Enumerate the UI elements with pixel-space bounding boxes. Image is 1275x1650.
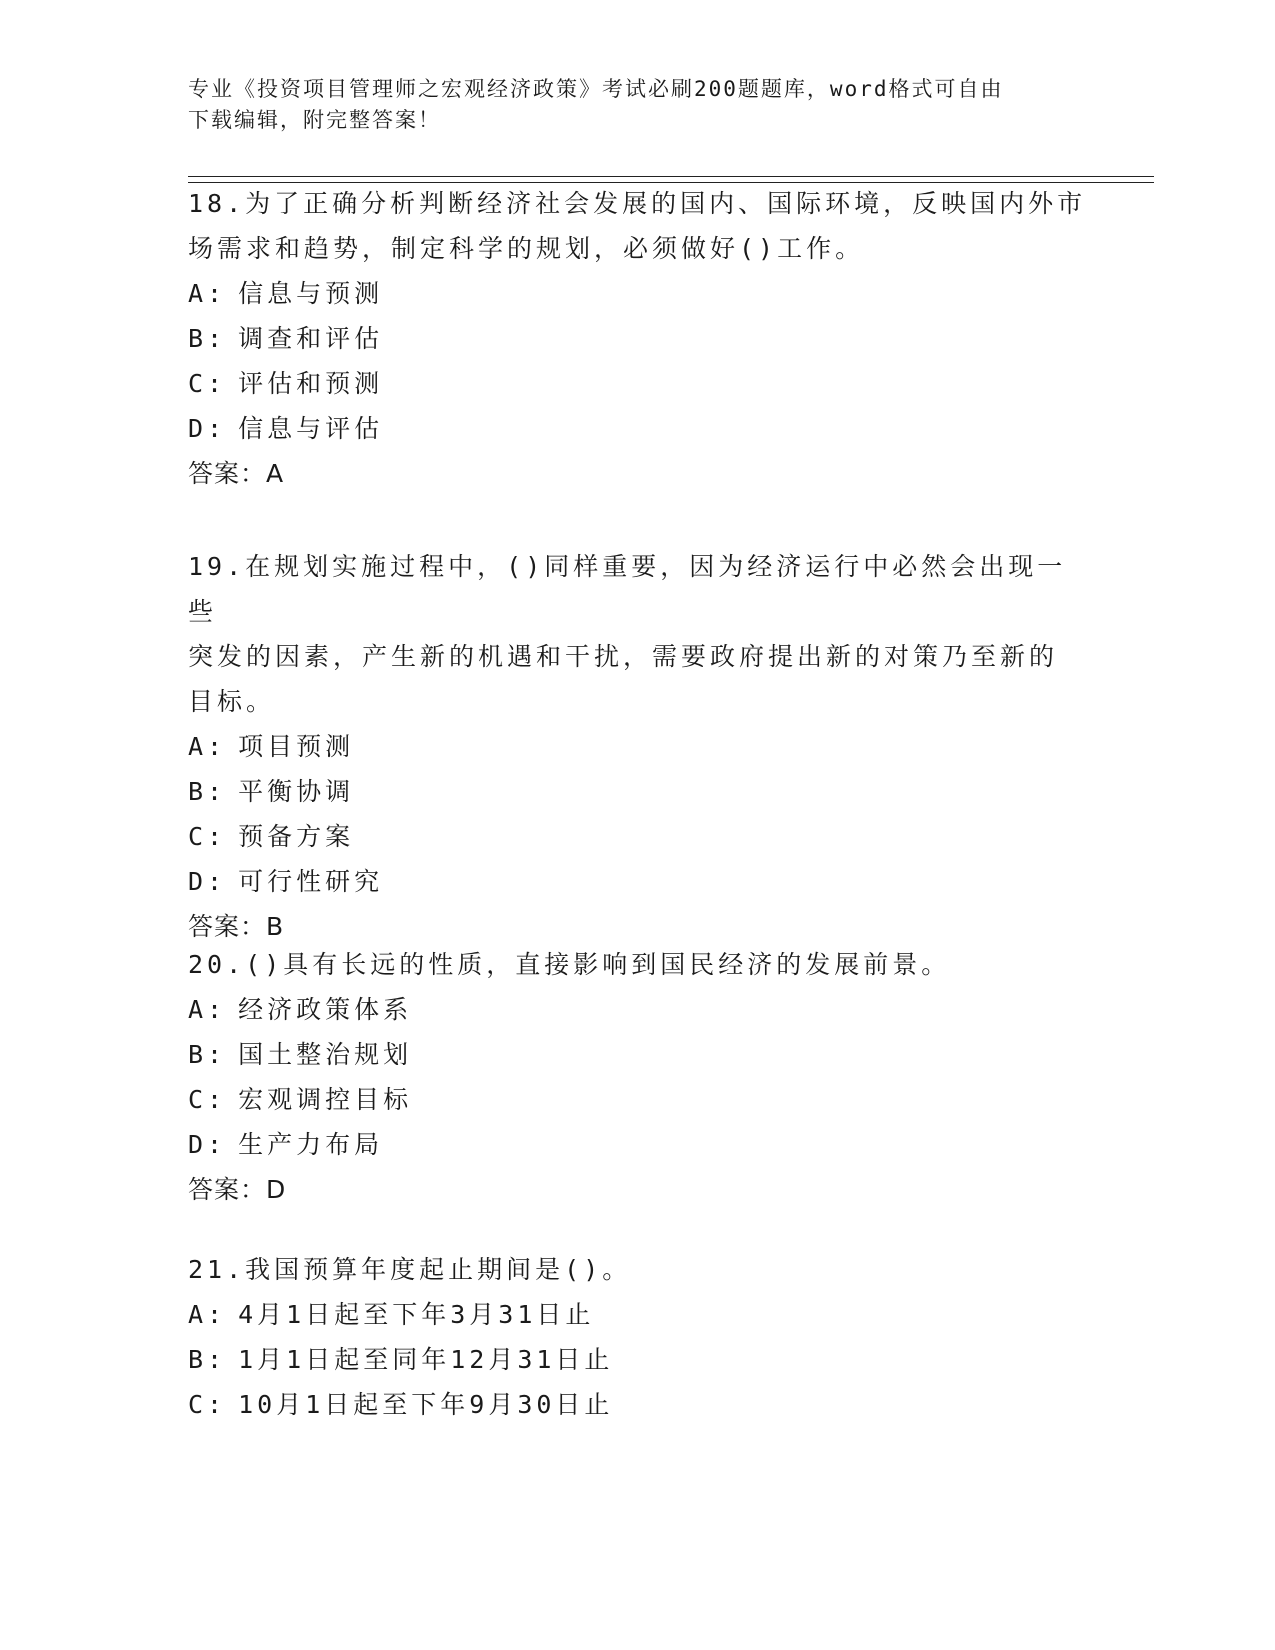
answer-line: 答案：A — [188, 459, 285, 488]
answer-line: 答案：D — [188, 1175, 287, 1204]
option-c — [188, 1382, 1088, 1427]
option-text: 平衡协调 — [238, 777, 355, 806]
option-text: 调查和评估 — [238, 324, 384, 353]
option-c — [188, 1077, 1088, 1122]
option-letter: A: — [188, 995, 227, 1024]
option-letter: A: — [188, 732, 227, 761]
option-a — [188, 271, 1088, 316]
question-21 — [188, 1247, 1088, 1427]
option-letter: B: — [188, 1345, 227, 1374]
option-text: 国土整治规划 — [238, 1040, 413, 1069]
option-d — [188, 859, 1088, 904]
question-stem-line: 18.为了正确分析判断经济社会发展的国内、国际环境，反映国内外市 — [188, 189, 1087, 218]
option-text: 宏观调控目标 — [238, 1085, 413, 1114]
option-a — [188, 1292, 1088, 1337]
answer-line: 答案：B — [188, 912, 285, 941]
option-text: 信息与评估 — [238, 414, 384, 443]
option-b — [188, 1337, 1088, 1382]
option-letter: B: — [188, 777, 227, 806]
option-a — [188, 724, 1088, 769]
option-text: 经济政策体系 — [238, 995, 413, 1024]
option-letter: D: — [188, 1130, 227, 1159]
option-text: 10月1日起至下年9月30日止 — [238, 1390, 614, 1419]
header-line-1: 专业《投资项目管理师之宏观经济政策》考试必刷200题题库，word格式可自由 — [188, 77, 1004, 101]
question-stem-line: 目标。 — [188, 687, 276, 716]
question-stem-line: 21.我国预算年度起止期间是()。 — [188, 1255, 632, 1284]
option-letter: D: — [188, 867, 227, 896]
option-d — [188, 1122, 1088, 1167]
header-line-2: 下载编辑，附完整答案！ — [188, 108, 441, 132]
option-d — [188, 406, 1088, 451]
question-stem-line: 19.在规划实施过程中，()同样重要，因为经济运行中必然会出现一些 — [188, 552, 1067, 626]
option-letter: A: — [188, 1300, 227, 1329]
question-stem-line: 20.()具有长远的性质，直接影响到国民经济的发展前景。 — [188, 950, 951, 979]
option-c — [188, 814, 1088, 859]
option-text: 项目预测 — [238, 732, 355, 761]
question-stem-line: 场需求和趋势，制定科学的规划，必须做好()工作。 — [188, 234, 865, 263]
question-stem-line: 突发的因素，产生新的机遇和干扰，需要政府提出新的对策乃至新的 — [188, 642, 1059, 671]
option-letter: C: — [188, 1390, 227, 1419]
option-b — [188, 316, 1088, 361]
header-divider-top — [188, 176, 1154, 177]
option-text: 信息与预测 — [238, 279, 384, 308]
option-letter: A: — [188, 279, 227, 308]
option-text: 1月1日起至同年12月31日止 — [238, 1345, 614, 1374]
option-letter: B: — [188, 324, 227, 353]
option-text: 评估和预测 — [238, 369, 384, 398]
option-text: 4月1日起至下年3月31日止 — [238, 1300, 595, 1329]
question-19 — [188, 544, 1088, 949]
option-letter: C: — [188, 822, 227, 851]
option-letter: B: — [188, 1040, 227, 1069]
option-a — [188, 987, 1088, 1032]
option-text: 生产力布局 — [238, 1130, 384, 1159]
question-18 — [188, 181, 1088, 496]
option-b — [188, 1032, 1088, 1077]
option-letter: D: — [188, 414, 227, 443]
option-letter: C: — [188, 369, 227, 398]
document-header — [188, 74, 1068, 136]
option-text: 预备方案 — [238, 822, 355, 851]
option-c — [188, 361, 1088, 406]
option-text: 可行性研究 — [238, 867, 384, 896]
option-letter: C: — [188, 1085, 227, 1114]
option-b — [188, 769, 1088, 814]
question-20 — [188, 942, 1088, 1212]
